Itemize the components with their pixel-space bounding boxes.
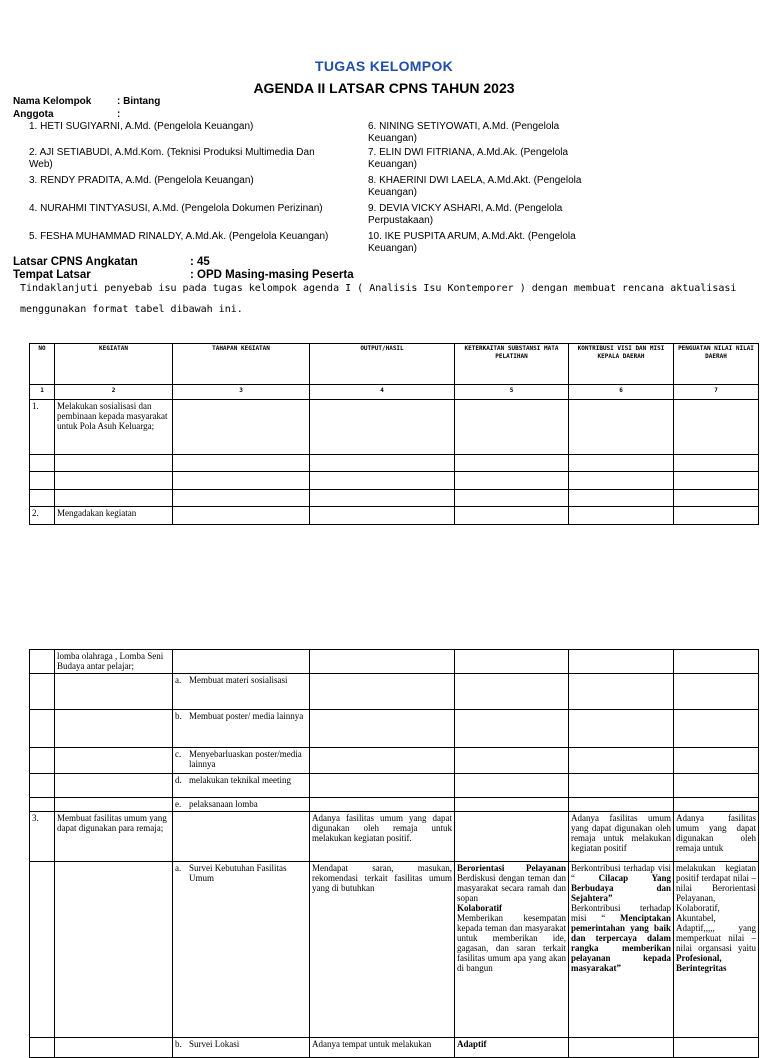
empty-cell	[455, 774, 569, 798]
penguatan-text: melakukan kegiatan positif terdapat nilai – nilai Berorientasi Pelayanan, Kolaboratif, Akuntabel, Adaptif,,,,, yang memperkuat nilai – nilai organsasi yaitu	[676, 863, 756, 953]
col-number: 5	[455, 385, 569, 400]
empty-cell	[674, 455, 759, 472]
empty-cell	[55, 490, 173, 507]
member-7: 7. ELIN DWI FITRIANA, A.Md.Ak. (Pengelola Keuangan)	[368, 147, 569, 170]
empty-cell	[674, 774, 759, 798]
table-row	[30, 812, 759, 862]
empty-cell	[310, 674, 455, 710]
step-cell	[173, 798, 310, 812]
tempat-value: : OPD Masing-masing Peserta	[190, 269, 354, 281]
step-marker: c.	[175, 749, 182, 759]
empty-cell	[674, 798, 759, 812]
document-title: TUGAS KELOMPOK	[315, 58, 453, 74]
empty-cell	[30, 1038, 55, 1058]
empty-cell	[55, 774, 173, 798]
empty-cell	[569, 400, 674, 455]
empty-cell	[569, 490, 674, 507]
empty-cell	[455, 798, 569, 812]
step-marker: b.	[175, 1039, 182, 1049]
empty-cell	[30, 674, 55, 710]
member-1: 1. HETI SUGIYARNI, A.Md. (Pengelola Keuangan)	[29, 121, 254, 132]
empty-cell	[30, 798, 55, 812]
empty-cell	[55, 1038, 173, 1058]
empty-cell	[455, 748, 569, 774]
penguatan-bold: Profesional, Berintegritas	[676, 953, 727, 973]
step-marker: e.	[175, 799, 182, 809]
value-text: Memberikan kesempatan kepada teman dan masyarakat untuk memberikan ide, gagasan, dan saran terkait fasilitas umum apa yang akan di bangun	[457, 913, 566, 973]
angkatan-value: : 45	[190, 256, 210, 268]
empty-cell	[455, 490, 569, 507]
step-text: melakukan teknikal meeting	[189, 775, 291, 785]
step-text: Membuat materi sosialisasi	[189, 675, 288, 685]
empty-cell	[455, 400, 569, 455]
empty-cell	[173, 490, 310, 507]
row-penguatan	[674, 862, 759, 1038]
step-marker: b.	[175, 711, 182, 721]
header-keterkaitan: KETERKAITAN SUBSTANSI MATA PELATIHAN	[455, 344, 569, 385]
activity-table-top	[29, 343, 759, 525]
table-row	[30, 862, 759, 1038]
table-row	[30, 710, 759, 748]
row-number: 1.	[30, 400, 55, 455]
header-penguatan: PENGUATAN NILAI NILAI DAERAH	[674, 344, 759, 385]
empty-cell	[674, 710, 759, 748]
step-text: Membuat poster/ media lainnya	[189, 711, 304, 721]
empty-cell	[569, 798, 674, 812]
step-text: Menyebarluaskan poster/media lainnya	[189, 749, 302, 769]
empty-cell	[455, 812, 569, 862]
row-keterkaitan	[455, 862, 569, 1038]
row-kontribusi: Adanya fasilitas umum yang dapat digunakan oleh remaja untuk melakukan kegiatan positif	[569, 812, 674, 862]
step-text: pelaksanaan lomba	[189, 799, 258, 809]
intro-line-1: Tindaklanjuti penyebab isu pada tugas kelompok agenda I ( Analisis Isu Kontemporer ) dengan membuat rencana aktualisasi	[20, 283, 737, 294]
empty-cell	[310, 774, 455, 798]
empty-cell	[569, 748, 674, 774]
empty-cell	[569, 710, 674, 748]
step-marker: d.	[175, 775, 182, 785]
empty-cell	[55, 710, 173, 748]
step-cell	[173, 1038, 310, 1058]
empty-cell	[30, 490, 55, 507]
empty-cell	[674, 650, 759, 674]
empty-cell	[310, 748, 455, 774]
kontribusi-visi-text: Berkontribusi terhadap visi “	[571, 863, 671, 883]
empty-cell	[173, 507, 310, 525]
value-text: Berdiskusi dengan teman dan masyarakat secara ramah dan sopan	[457, 873, 566, 903]
empty-cell	[674, 490, 759, 507]
header-kegiatan: KEGIATAN	[55, 344, 173, 385]
table-row	[30, 400, 759, 455]
empty-cell	[55, 455, 173, 472]
empty-cell	[569, 774, 674, 798]
table-row	[30, 650, 759, 674]
col-number: 4	[310, 385, 455, 400]
col-number: 3	[173, 385, 310, 400]
empty-cell	[455, 674, 569, 710]
row-kegiatan: Membuat fasilitas umum yang dapat digunakan para remaja;	[55, 812, 173, 862]
angkatan-label: Latsar CPNS Angkatan	[13, 256, 138, 268]
empty-cell	[30, 710, 55, 748]
value-heading: Kolaboratif	[457, 903, 502, 913]
empty-cell	[569, 674, 674, 710]
row-output: Adanya tempat untuk melakukan	[310, 1038, 455, 1058]
empty-cell	[569, 455, 674, 472]
row-number: 2.	[30, 507, 55, 525]
member-5: 5. FESHA MUHAMMAD RINALDY, A.Md.Ak. (Pengelola Keuangan)	[29, 231, 329, 242]
col-number: 7	[674, 385, 759, 400]
row-number: 3.	[30, 812, 55, 862]
member-3: 3. RENDY PRADITA, A.Md. (Pengelola Keuangan)	[29, 175, 254, 186]
member-9: 9. DEVIA VICKY ASHARI, A.Md. (Pengelola Perpustakaan)	[368, 203, 563, 226]
row-keterkaitan	[455, 1038, 569, 1058]
empty-cell	[310, 507, 455, 525]
empty-cell	[569, 1038, 674, 1058]
empty-cell	[30, 650, 55, 674]
row-output: Mendapat saran, masukan, rekomendasi terkait fasilitas umum yang di butuhkan	[310, 862, 455, 1038]
empty-cell	[455, 710, 569, 748]
empty-cell	[674, 472, 759, 490]
step-cell	[173, 674, 310, 710]
empty-cell	[173, 400, 310, 455]
member-6: 6. NINING SETIYOWATI, A.Md. (Pengelola Keuangan)	[368, 121, 560, 144]
empty-cell	[173, 650, 310, 674]
intro-line-2: menggunakan format tabel dibawah ini.	[20, 304, 243, 315]
empty-cell	[310, 710, 455, 748]
empty-cell	[30, 774, 55, 798]
empty-cell	[310, 400, 455, 455]
table-header-row	[30, 344, 759, 385]
empty-cell	[569, 472, 674, 490]
table-number-row	[30, 385, 759, 400]
empty-cell	[55, 674, 173, 710]
row-kegiatan: Melakukan sosialisasi dan pembinaan kepada masyarakat untuk Pola Asuh Keluarga;	[55, 400, 173, 455]
empty-cell	[674, 674, 759, 710]
empty-cell	[569, 650, 674, 674]
table-row	[30, 1038, 759, 1058]
group-name-value: : Bintang	[117, 96, 161, 107]
row-kegiatan-continued: lomba olahraga , Lomba Seni Budaya antar pelajar;	[55, 650, 173, 674]
empty-cell	[173, 455, 310, 472]
header-output: OUTPUT/HASIL	[310, 344, 455, 385]
step-marker: a.	[175, 863, 182, 873]
header-no: NO	[30, 344, 55, 385]
member-10: 10. IKE PUSPITA ARUM, A.Md.Akt. (Pengelola Keuangan)	[368, 231, 576, 254]
empty-cell	[455, 455, 569, 472]
table-row	[30, 798, 759, 812]
member-4: 4. NURAHMI TINTYASUSI, A.Md. (Pengelola Dokumen Perizinan)	[29, 203, 323, 214]
row-output: Adanya fasilitas umum yang dapat digunakan oleh remaja untuk melakukan kegiatan positif.	[310, 812, 455, 862]
empty-cell	[455, 507, 569, 525]
members-colon: :	[117, 109, 121, 120]
step-text: Survei Kebutuhan Fasilitas Umum	[189, 863, 287, 883]
header-tahapan: TAHAPAN KEGIATAN	[173, 344, 310, 385]
table-row	[30, 507, 759, 525]
step-cell	[173, 748, 310, 774]
table-row	[30, 455, 759, 472]
empty-cell	[30, 472, 55, 490]
row-penguatan: Adanya fasilitas umum yang dapat digunakan oleh remaja untuk	[674, 812, 759, 862]
empty-cell	[455, 472, 569, 490]
empty-cell	[55, 748, 173, 774]
step-cell	[173, 710, 310, 748]
tempat-label: Tempat Latsar	[13, 269, 91, 281]
group-name-label: Nama Kelompok	[13, 96, 92, 107]
empty-cell	[55, 472, 173, 490]
step-marker: a.	[175, 675, 182, 685]
empty-cell	[30, 862, 55, 1038]
empty-cell	[674, 400, 759, 455]
empty-cell	[30, 455, 55, 472]
table-row	[30, 774, 759, 798]
table-row	[30, 748, 759, 774]
empty-cell	[310, 455, 455, 472]
members-label: Anggota	[13, 109, 54, 120]
kontribusi-visi-bold: Cilacap Yang Berbudaya dan Sejahtera”	[571, 873, 671, 903]
empty-cell	[173, 812, 310, 862]
empty-cell	[55, 862, 173, 1038]
value-heading: Adaptif	[457, 1039, 487, 1049]
step-text: Survei Lokasi	[189, 1039, 240, 1049]
empty-cell	[55, 798, 173, 812]
value-heading: Berorientasi Pelayanan	[457, 863, 566, 873]
empty-cell	[674, 748, 759, 774]
table-row	[30, 674, 759, 710]
table-row	[30, 490, 759, 507]
empty-cell	[674, 507, 759, 525]
row-kontribusi	[569, 862, 674, 1038]
empty-cell	[30, 748, 55, 774]
row-kegiatan: Mengadakan kegiatan	[55, 507, 173, 525]
empty-cell	[310, 798, 455, 812]
col-number: 2	[55, 385, 173, 400]
document-subtitle: AGENDA II LATSAR CPNS TAHUN 2023	[253, 80, 515, 96]
activity-table-continued	[29, 649, 759, 1058]
empty-cell	[674, 1038, 759, 1058]
empty-cell	[310, 490, 455, 507]
table-row	[30, 472, 759, 490]
empty-cell	[310, 650, 455, 674]
col-number: 6	[569, 385, 674, 400]
step-cell	[173, 862, 310, 1038]
step-cell	[173, 774, 310, 798]
empty-cell	[455, 650, 569, 674]
empty-cell	[569, 507, 674, 525]
member-8: 8. KHAERINI DWI LAELA, A.Md.Akt. (Pengelola Keuangan)	[368, 175, 582, 198]
col-number: 1	[30, 385, 55, 400]
header-kontribusi: KONTRIBUSI VISI DAN MISI KEPALA DAERAH	[569, 344, 674, 385]
member-2: 2. AJI SETIABUDI, A.Md.Kom. (Teknisi Produksi Multimedia Dan Web)	[29, 147, 315, 170]
empty-cell	[173, 472, 310, 490]
empty-cell	[310, 472, 455, 490]
kontribusi-misi-text: Berkontribusi terhadap misi “	[571, 903, 671, 923]
kontribusi-misi-bold: Menciptakan pemerintahan yang baik dan terpercaya dalam rangka memberikan pelayanan kepada masyarakat”	[571, 913, 672, 973]
